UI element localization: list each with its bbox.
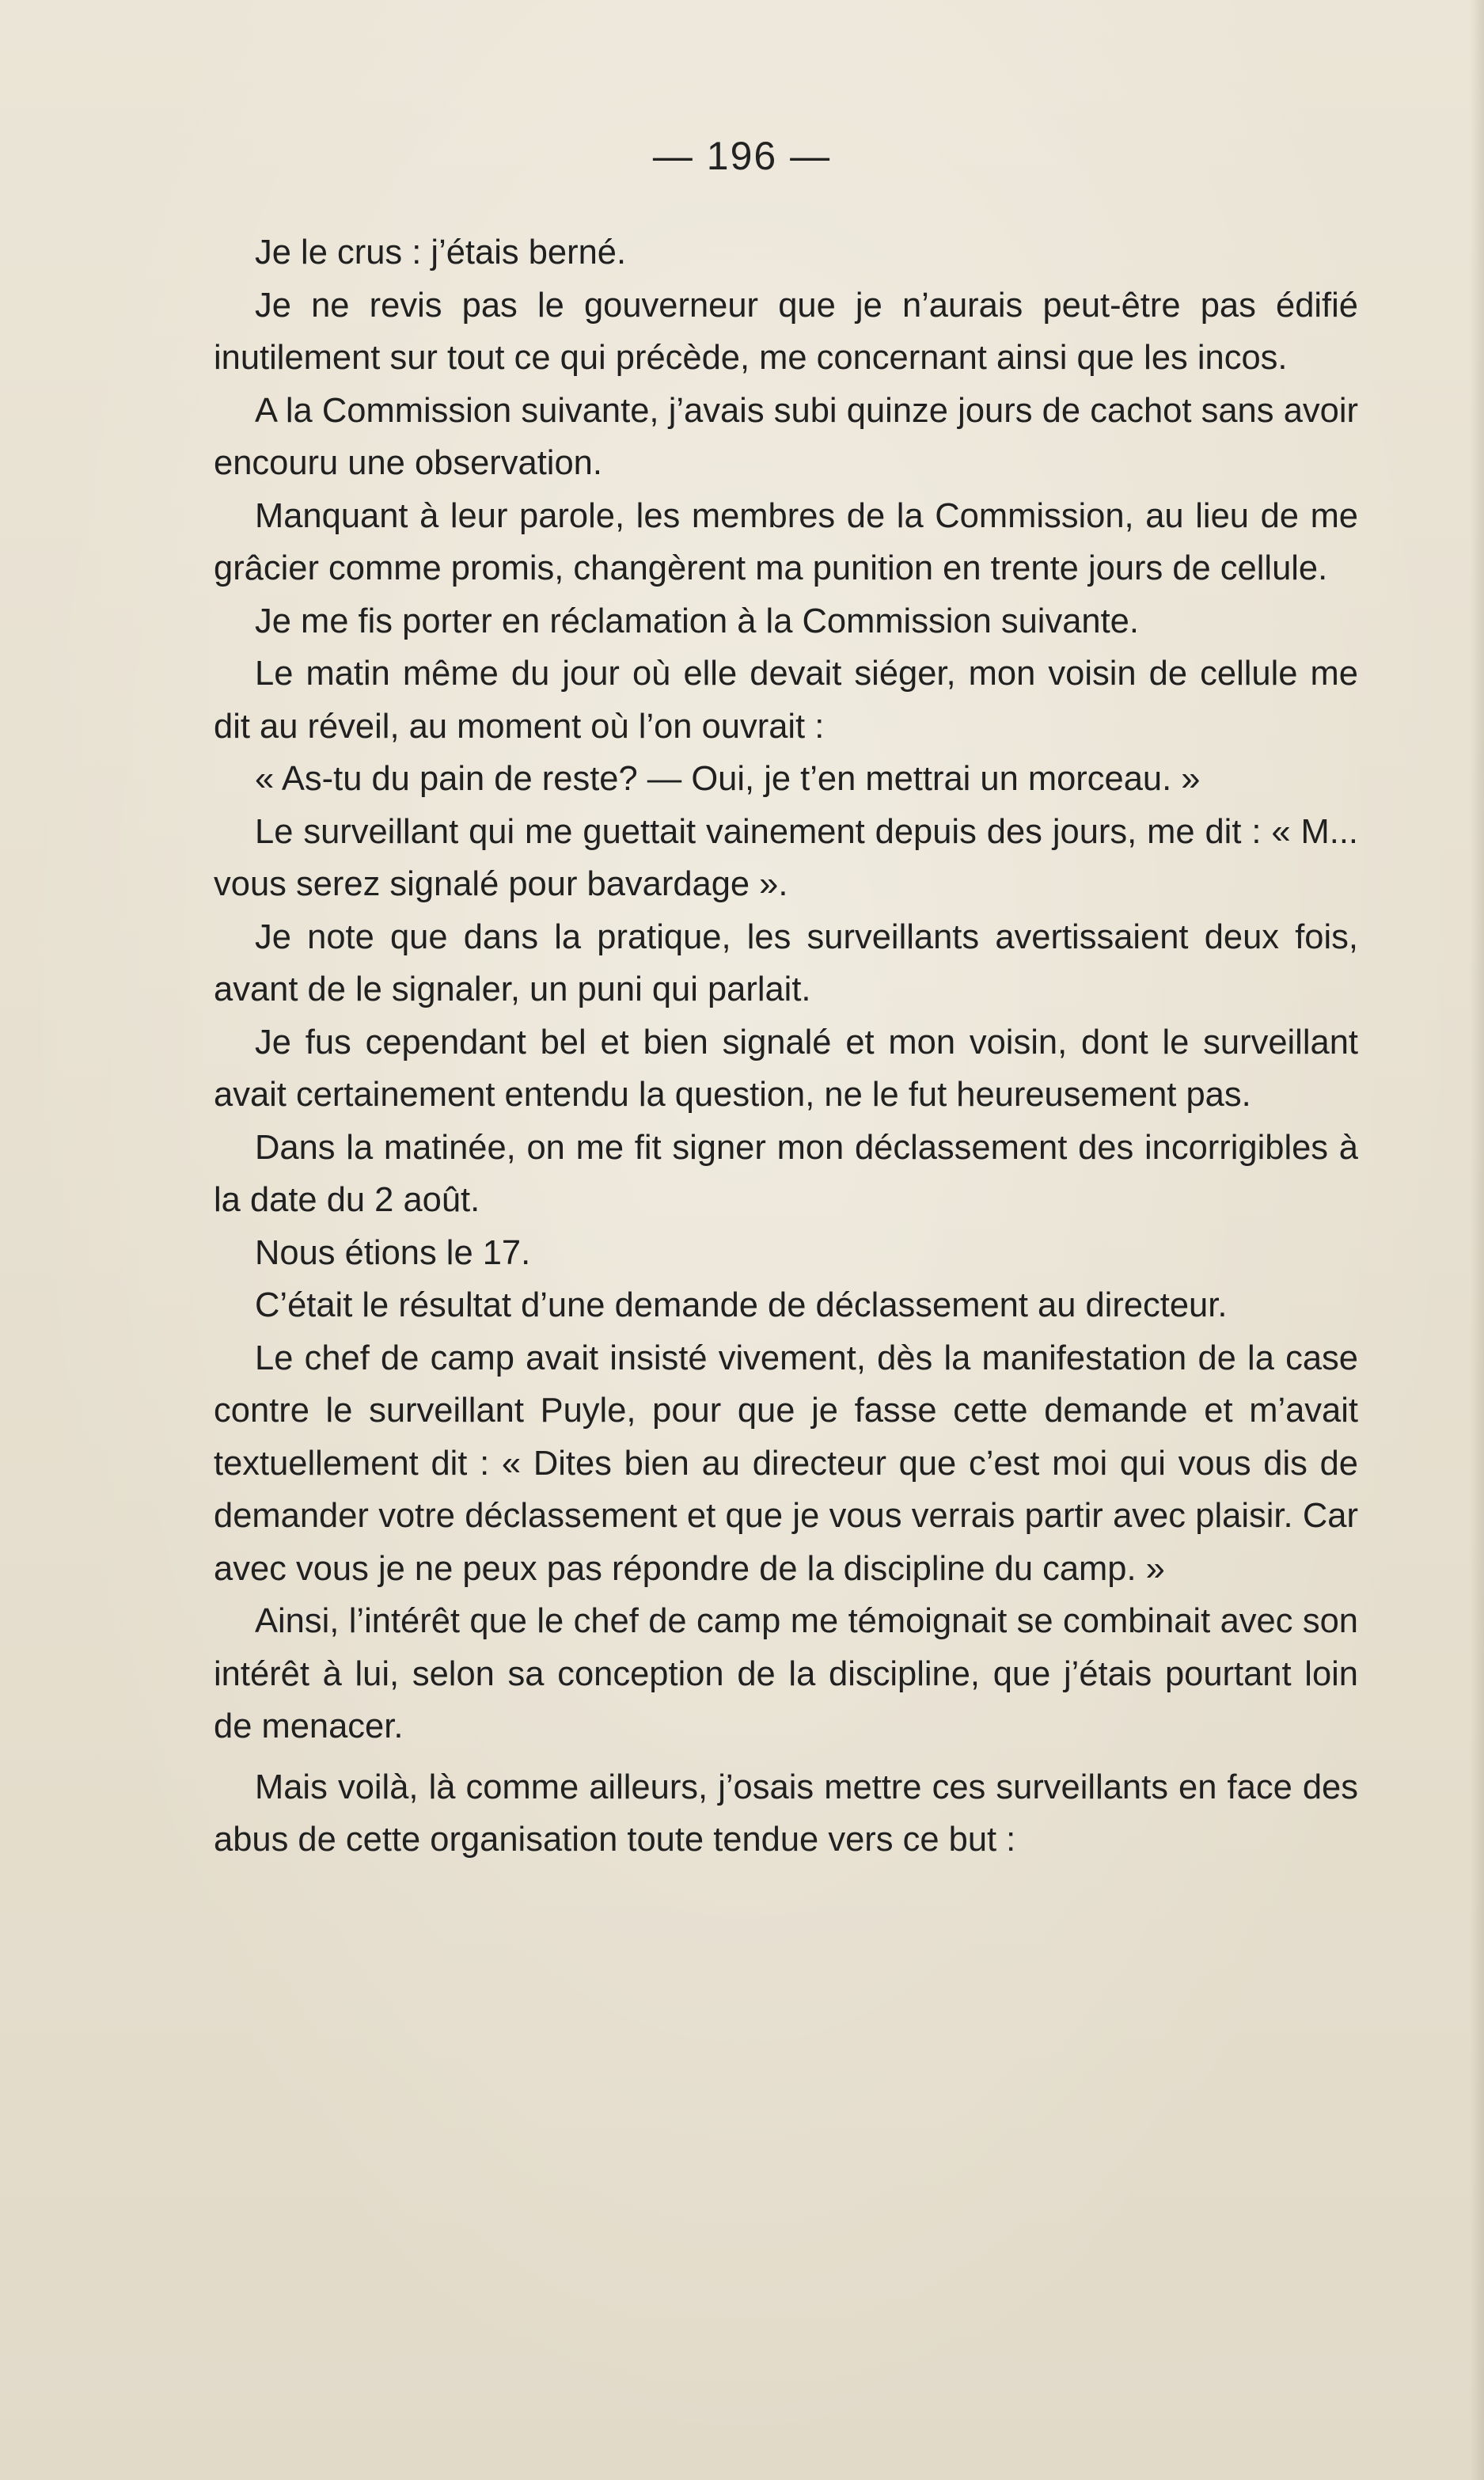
paragraph: Ainsi, l’intérêt que le chef de camp me témoignait se combinait avec son intérêt à lui, selon sa conception de la discipline, que j’étais pourtant loin de menacer. (214, 1602, 1358, 1745)
paragraph: Le matin même du jour où elle devait siéger, mon voisin de cellule me dit au réveil, au moment où l’on ouvrait : (214, 655, 1358, 746)
paragraph: C’était le résultat d’une demande de déclassement au directeur. (255, 1286, 1228, 1324)
page-number: — 196 — (652, 134, 832, 178)
paragraph: Manquant à leur parole, les membres de la Commission, au lieu de me grâcier comme promis, changèrent ma punition en trente jours de cellule. (214, 496, 1358, 587)
paragraph: Je ne revis pas le gouverneur que je n’aurais peut-être pas édifié inutilement sur tout ce qui précède, me concernant ainsi que les incos. (214, 286, 1358, 377)
paragraph: Mais voilà, là comme ailleurs, j’osais mettre ces surveillants en face des abus de cette organisation toute tendue vers ce but : (214, 1768, 1358, 1859)
paragraph: « As-tu du pain de reste? — Oui, je t’en mettrai un morceau. » (255, 760, 1201, 798)
paragraph: A la Commission suivante, j’avais subi quinze jours de cachot sans avoir encouru une observation. (214, 391, 1358, 482)
paragraph: Le chef de camp avait insisté vivement, dès la manifestation de la case contre le surveillant Puyle, pour que je fasse cette demande et m’avait textuellement dit : « Dites bien au directeur que c’est moi qui vous dis de demander votre déclassement et que je vous verrais partir avec plaisir. Car avec vous je ne peux pas répondre de la discipline du camp. » (214, 1339, 1358, 1588)
paragraph: Je me fis porter en réclamation à la Commission suivante. (255, 602, 1139, 640)
paragraph: Le surveillant qui me guettait vainement depuis des jours, me dit : « M... vous serez signalé pour bavardage ». (214, 812, 1358, 903)
paragraph: Je fus cependant bel et bien signalé et mon voisin, dont le surveillant avait certainement entendu la question, ne le fut heureusement pas. (214, 1023, 1358, 1114)
page-edge-shadow (1470, 0, 1484, 2480)
paragraph: Je note que dans la pratique, les surveillants avertissaient deux fois, avant de le signaler, un puni qui parlait. (214, 917, 1358, 1008)
paragraph: Nous étions le 17. (255, 1233, 531, 1272)
paragraph: Je le crus : j’étais berné. (255, 234, 627, 272)
paragraph: Dans la matinée, on me fit signer mon déclassement des incorrigibles à la date du 2 août. (214, 1128, 1358, 1219)
body-text (214, 226, 1358, 1867)
